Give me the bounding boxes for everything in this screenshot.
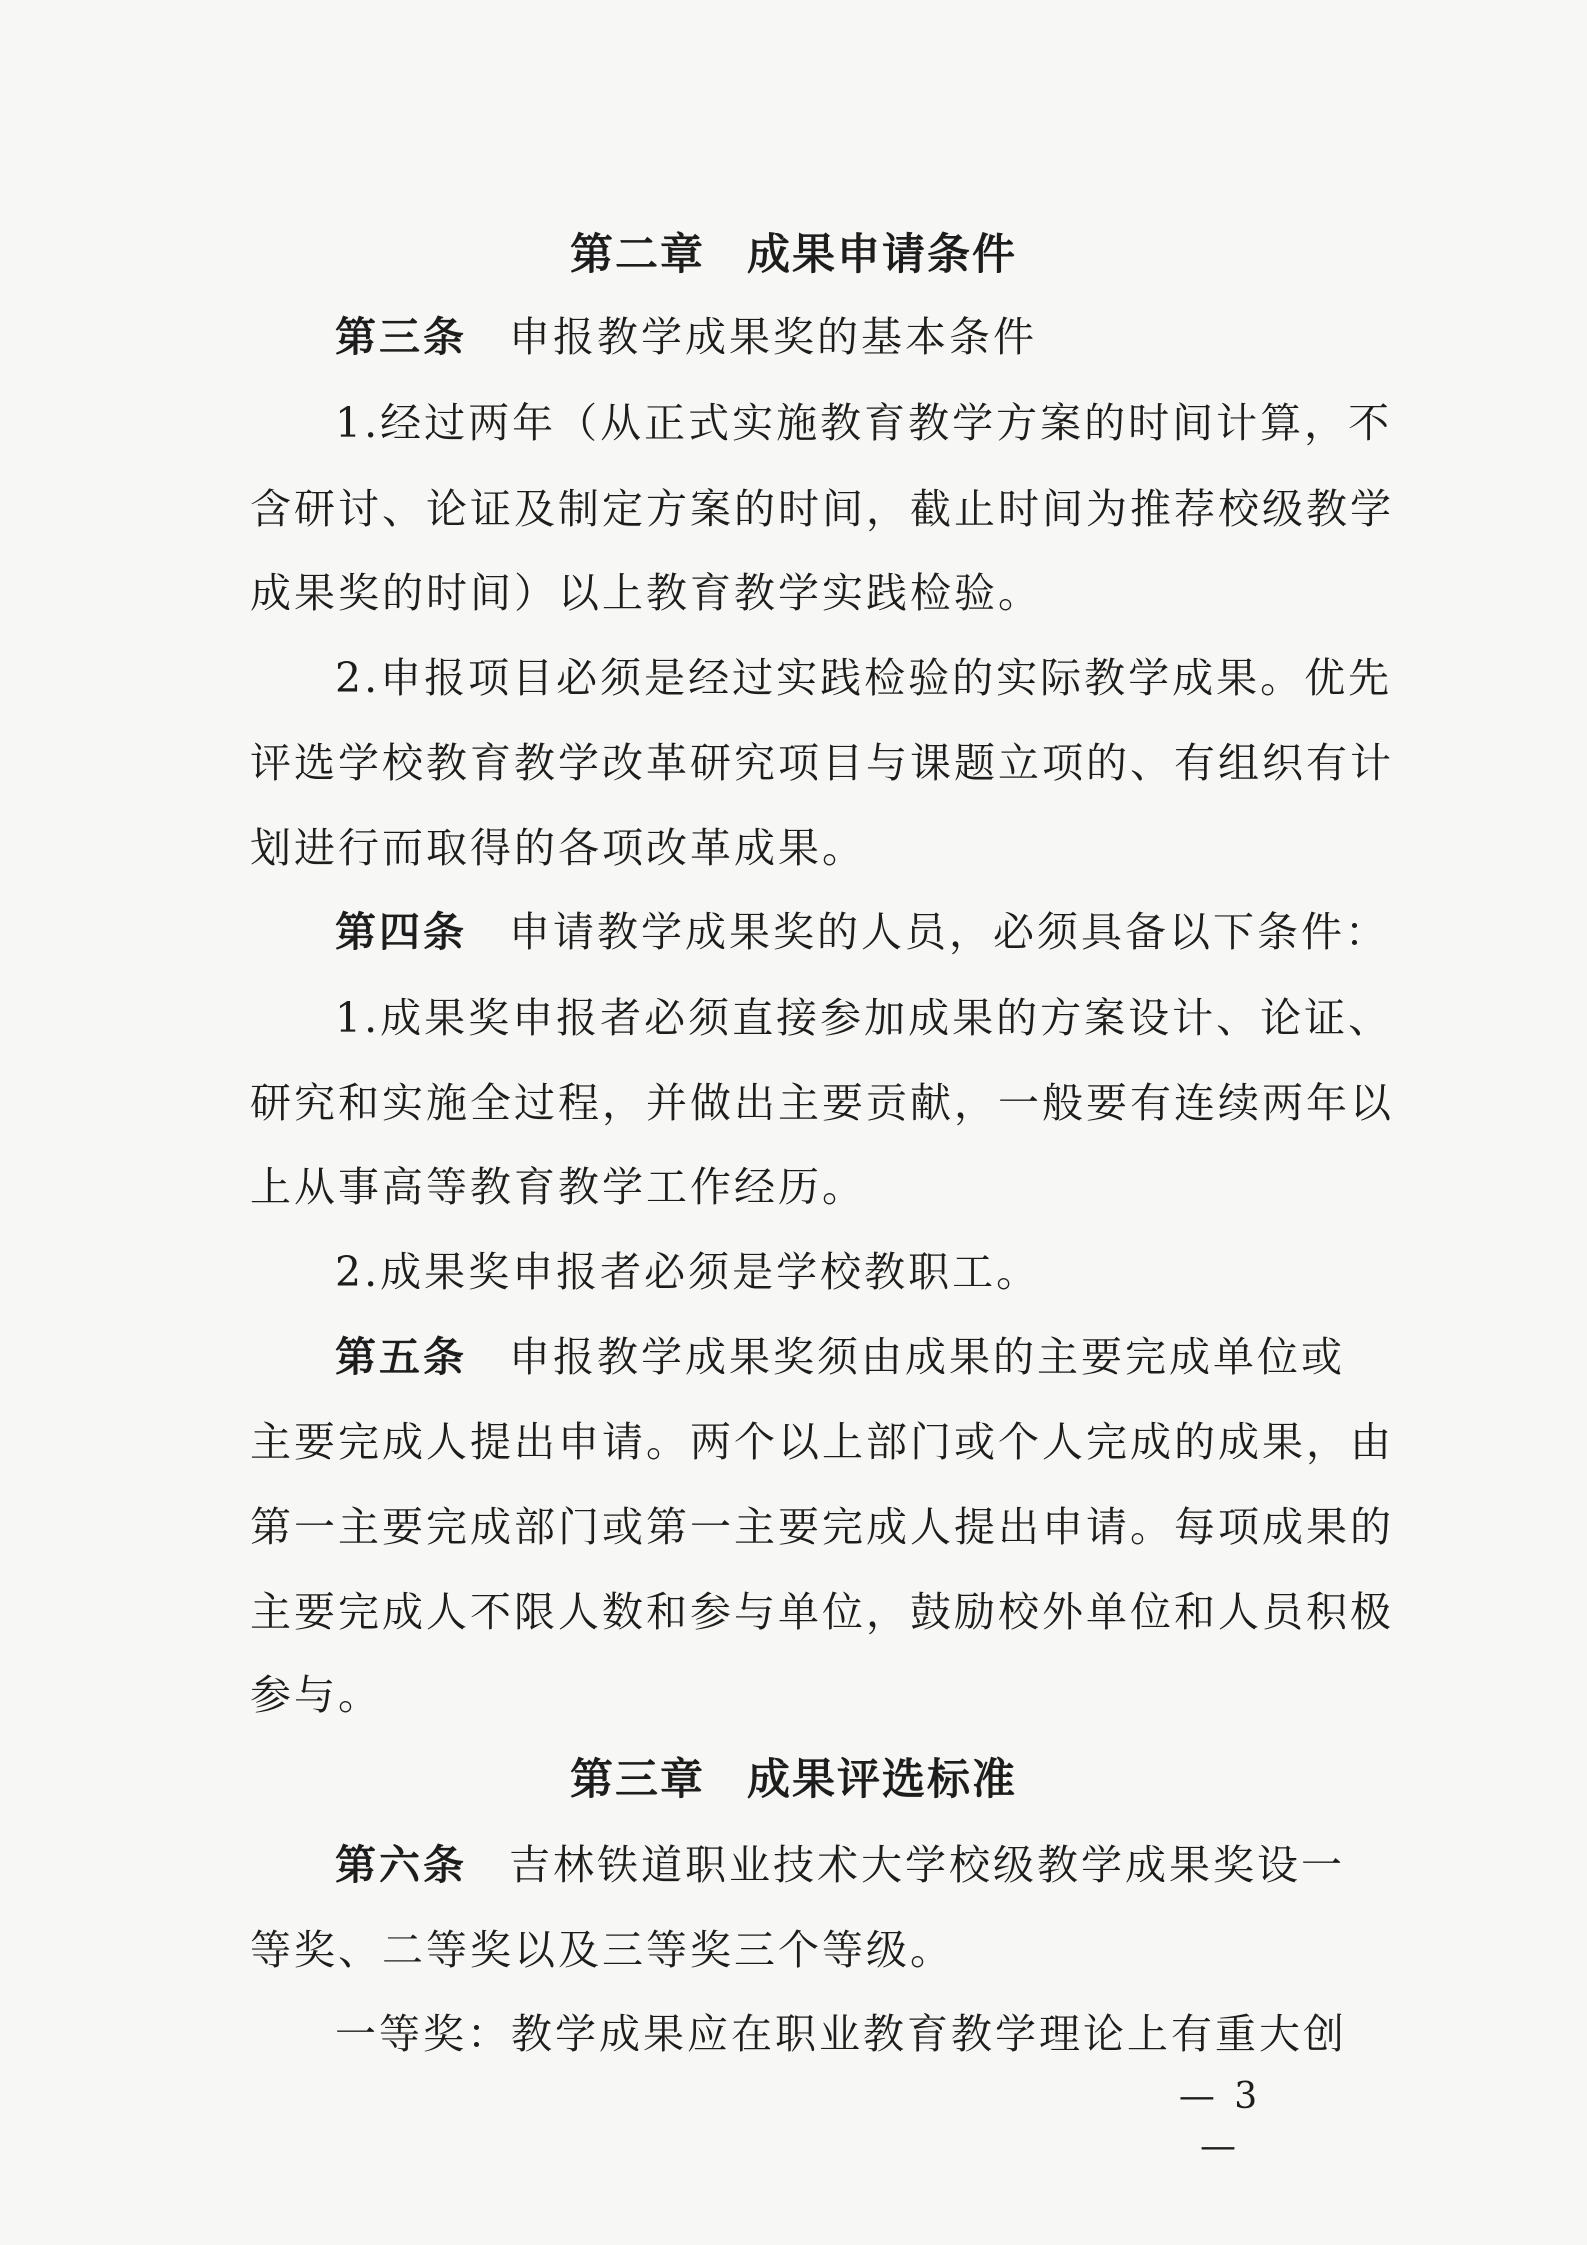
paragraph-line: 划进行而取得的各项改革成果。 (250, 824, 866, 872)
chapter-title: 成果评选标准 (747, 1755, 1017, 1805)
paragraph-line: 2.成果奖申报者必须是学校教职工。 (335, 1248, 1041, 1296)
paragraph-line: 成果奖的时间）以上教育教学实践检验。 (250, 569, 1042, 617)
article-label: 第三条 (335, 313, 467, 361)
chapter-number: 第三章 (570, 1755, 705, 1805)
article-4-heading (335, 902, 1389, 962)
article-6-heading (335, 1835, 1345, 1895)
article-label: 第四条 (335, 908, 467, 956)
chapter-heading-2 (0, 225, 1587, 285)
article-lead: 申报教学成果奖的基本条件 (509, 313, 1037, 361)
article-label: 第六条 (335, 1841, 467, 1889)
paragraph-line: 2.申报项目必须是经过实践检验的实际教学成果。优先 (335, 654, 1393, 702)
paragraph-line: 第一主要完成部门或第一主要完成人提出申请。每项成果的 (250, 1503, 1394, 1551)
paragraph-line: 主要完成人不限人数和参与单位，鼓励校外单位和人员积极 (250, 1588, 1394, 1636)
paragraph-line: 上从事高等教育教学工作经历。 (250, 1163, 866, 1211)
page-number: — 3 — (1178, 2076, 1262, 2167)
paragraph-line: 评选学校教育教学改革研究项目与课题立项的、有组织有计 (250, 739, 1394, 787)
article-label: 第五条 (335, 1333, 467, 1381)
chapter-heading-3 (0, 1750, 1587, 1810)
article-5-heading (335, 1327, 1345, 1387)
paragraph-line: 等奖、二等奖以及三等奖三个等级。 (250, 1926, 954, 1974)
paragraph-line: 参与。 (250, 1671, 382, 1719)
paragraph-line: 含研讨、论证及制定方案的时间，截止时间为推荐校级教学 (250, 485, 1394, 533)
chapter-title: 成果申请条件 (747, 230, 1017, 280)
paragraph-line: 研究和实施全过程，并做出主要贡献，一般要有连续两年以 (250, 1079, 1394, 1127)
paragraph-line: 1.经过两年（从正式实施教育教学方案的时间计算，不 (335, 399, 1393, 447)
article-lead: 吉林铁道职业技术大学校级教学成果奖设一 (509, 1841, 1345, 1889)
paragraph-line: 主要完成人提出申请。两个以上部门或个人完成的成果，由 (250, 1418, 1394, 1466)
paragraph-line: 1.成果奖申报者必须直接参加成果的方案设计、论证、 (335, 994, 1393, 1042)
article-3-heading (335, 307, 1345, 367)
article-lead: 申报教学成果奖须由成果的主要完成单位或 (509, 1333, 1345, 1381)
paragraph-line: 一等奖：教学成果应在职业教育教学理论上有重大创 (335, 2010, 1347, 2058)
chapter-number: 第二章 (570, 230, 705, 280)
article-lead: 申请教学成果奖的人员，必须具备以下条件： (509, 908, 1389, 956)
